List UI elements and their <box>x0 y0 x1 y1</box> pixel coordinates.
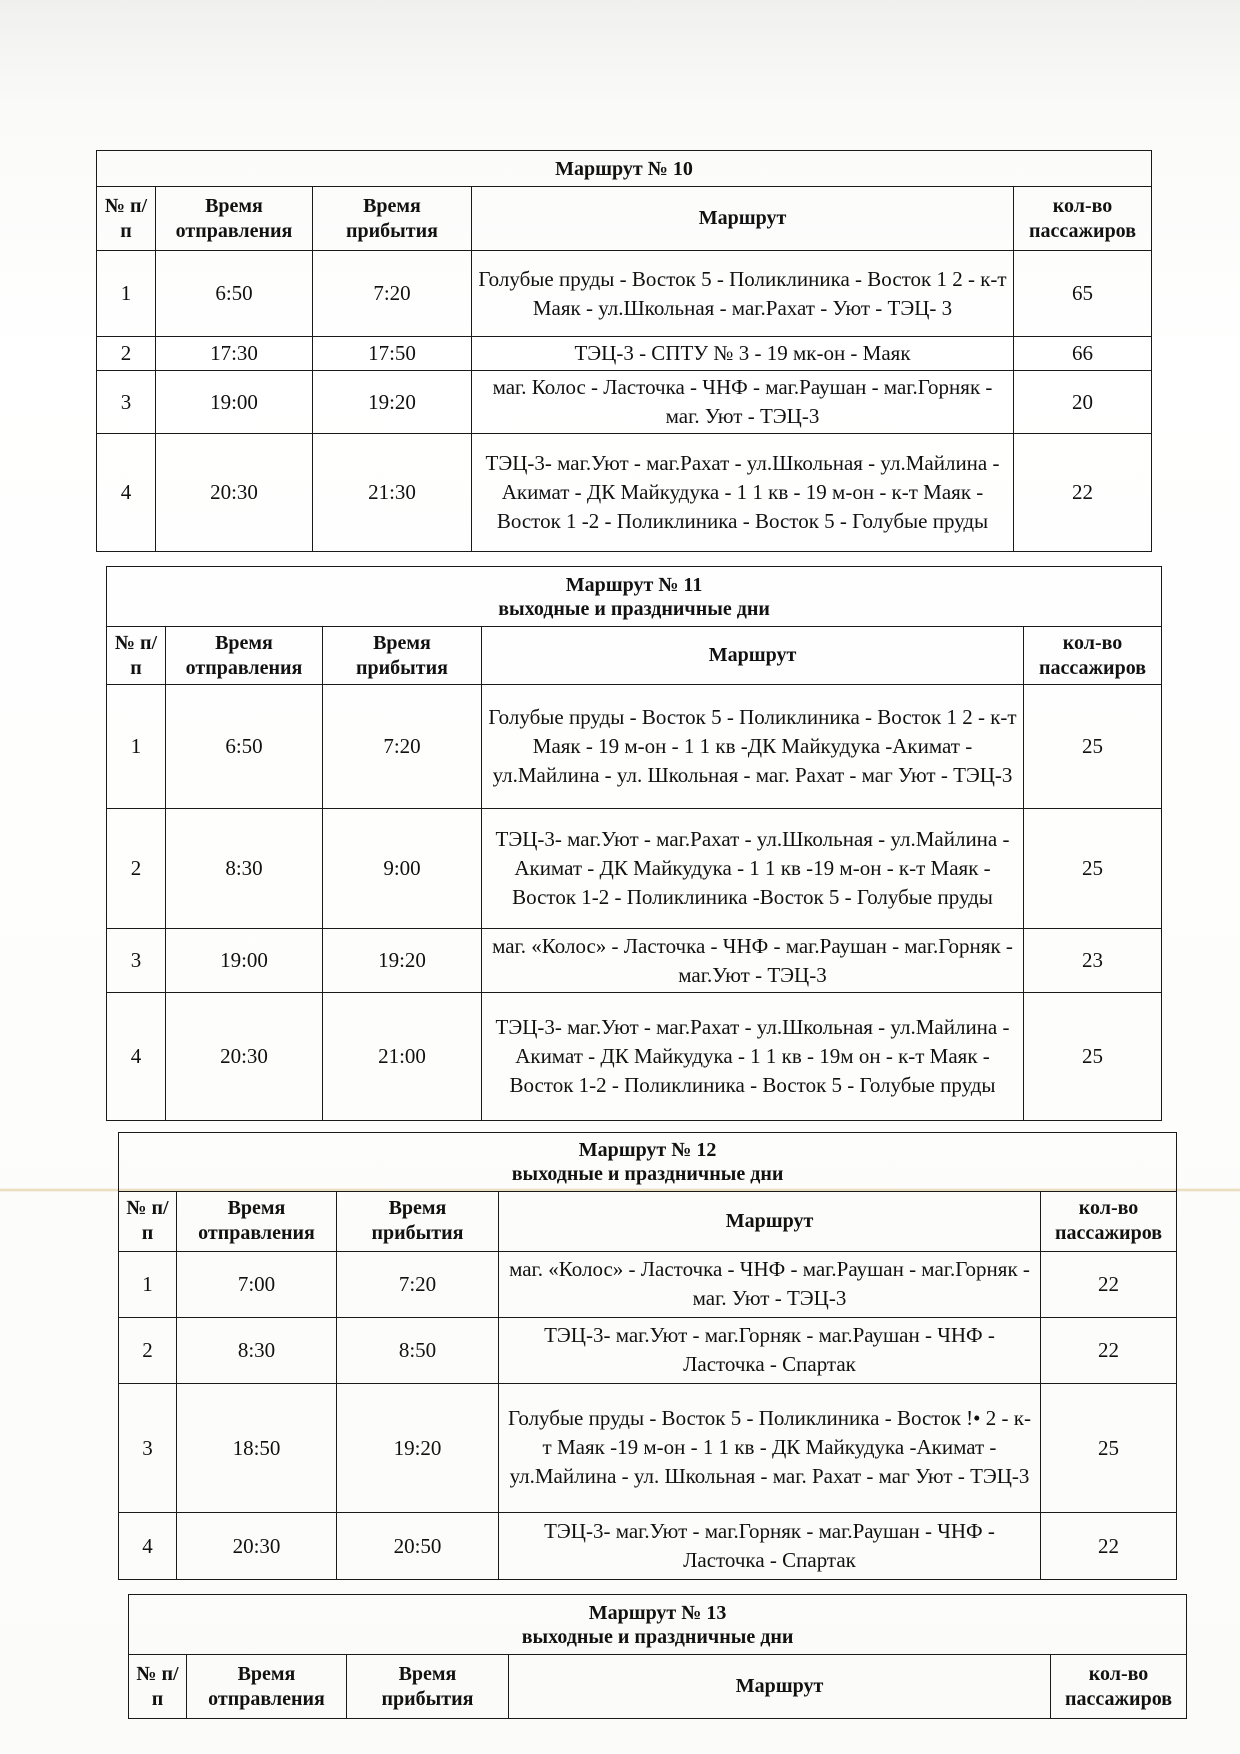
route-13-subtitle: выходные и праздничные дни <box>521 1625 794 1648</box>
arrival-time: 7:20 <box>337 1252 499 1318</box>
arrival-time: 8:50 <box>337 1317 499 1383</box>
row-number: 3 <box>119 1383 177 1513</box>
col-route-header: Маршрут <box>472 187 1014 251</box>
row-number: 1 <box>97 251 156 337</box>
route-13-title: Маршрут № 13 выходные и праздничные дни <box>129 1595 1187 1655</box>
route-12-subtitle: выходные и праздничные дни <box>511 1162 784 1185</box>
departure-time: 20:30 <box>156 433 313 551</box>
route-stops: маг. «Колос» - Ласточка - ЧНФ - маг.Раушан - маг.Горняк - маг.Уют - ТЭЦ-3 <box>482 929 1024 993</box>
row-number: 1 <box>119 1252 177 1318</box>
row-number: 4 <box>97 433 156 551</box>
col-number-header: № п/п <box>97 187 156 251</box>
passenger-count: 25 <box>1024 993 1162 1121</box>
table-row <box>119 1383 1177 1513</box>
arrival-time: 7:20 <box>323 685 482 809</box>
route-stops: маг. «Колос» - Ласточка - ЧНФ - маг.Раушан - маг.Горняк - маг. Уют - ТЭЦ-3 <box>499 1252 1041 1318</box>
col-route-header: Маршрут <box>499 1191 1041 1252</box>
route-13-table <box>128 1594 1187 1719</box>
col-passengers-header: кол-во пассажиров <box>1041 1191 1177 1252</box>
table-row <box>107 993 1162 1121</box>
passenger-count: 22 <box>1014 433 1152 551</box>
row-number: 3 <box>97 370 156 433</box>
header-row <box>119 1191 1177 1252</box>
table-row <box>119 1317 1177 1383</box>
header-row <box>129 1655 1187 1719</box>
row-number: 3 <box>107 929 166 993</box>
route-10-title: Маршрут № 10 <box>97 151 1152 187</box>
table-row <box>97 433 1152 551</box>
arrival-time: 20:50 <box>337 1513 499 1580</box>
arrival-time: 17:50 <box>313 337 472 371</box>
arrival-time: 7:20 <box>313 251 472 337</box>
col-arrival-header: Время прибытия <box>347 1655 509 1719</box>
route-stops: Голубые пруды - Восток 5 - Поликлиника - Восток 1 2 - к-т Маяк - 19 м-он - 1 1 кв -ДК Майкудука -Акимат - ул.Майлина - ул. Школьная - маг. Рахат - маг Уют - ТЭЦ-3 <box>482 685 1024 809</box>
table-row <box>107 685 1162 809</box>
arrival-time: 19:20 <box>323 929 482 993</box>
arrival-time: 21:00 <box>323 993 482 1121</box>
arrival-time: 19:20 <box>313 370 472 433</box>
header-row <box>97 187 1152 251</box>
table-row <box>107 929 1162 993</box>
route-11-title: Маршрут № 11 выходные и праздничные дни <box>107 567 1162 627</box>
passenger-count: 20 <box>1014 370 1152 433</box>
col-arrival-header: Время прибытия <box>337 1191 499 1252</box>
departure-time: 19:00 <box>156 370 313 433</box>
route-12-title: Маршрут № 12 выходные и праздничные дни <box>119 1133 1177 1192</box>
row-number: 2 <box>119 1317 177 1383</box>
table-row <box>97 370 1152 433</box>
col-passengers-header: кол-во пассажиров <box>1051 1655 1187 1719</box>
col-number-header: № п/п <box>129 1655 187 1719</box>
passenger-count: 65 <box>1014 251 1152 337</box>
col-departure-header: Время отправления <box>156 187 313 251</box>
route-stops: ТЭЦ-3- маг.Уют - маг.Рахат - ул.Школьная - ул.Майлина - Акимат - ДК Майкудука - 1 1 кв - 19 м-он - к-т Маяк - Восток 1 -2 - Поликлиника - Восток 5 - Голубые пруды <box>472 433 1014 551</box>
col-number-header: № п/п <box>107 627 166 685</box>
row-number: 4 <box>107 993 166 1121</box>
departure-time: 6:50 <box>156 251 313 337</box>
arrival-time: 9:00 <box>323 809 482 929</box>
route-stops: ТЭЦ-3- маг.Уют - маг.Горняк - маг.Раушан - ЧНФ - Ласточка - Спартак <box>499 1513 1041 1580</box>
departure-time: 7:00 <box>177 1252 337 1318</box>
route-stops: ТЭЦ-3- маг.Уют - маг.Горняк - маг.Раушан - ЧНФ - Ласточка - Спартак <box>499 1317 1041 1383</box>
departure-time: 20:30 <box>166 993 323 1121</box>
route-11-subtitle: выходные и праздничные дни <box>498 597 770 620</box>
table-row <box>119 1513 1177 1580</box>
route-stops: Голубые пруды - Восток 5 - Поликлиника - Восток 1 2 - к-т Маяк - ул.Школьная - маг.Рахат - Уют - ТЭЦ- 3 <box>472 251 1014 337</box>
passenger-count: 66 <box>1014 337 1152 371</box>
route-stops: ТЭЦ-3- маг.Уют - маг.Рахат - ул.Школьная - ул.Майлина - Акимат - ДК Майкудука - 1 1 кв - 19м он - к-т Маяк - Восток 1-2 - Поликлиника - Восток 5 - Голубые пруды <box>482 993 1024 1121</box>
col-arrival-header: Время прибытия <box>323 627 482 685</box>
col-passengers-header: кол-во пассажиров <box>1024 627 1162 685</box>
route-11-table <box>106 566 1162 1121</box>
departure-time: 6:50 <box>166 685 323 809</box>
col-route-header: Маршрут <box>482 627 1024 685</box>
table-row <box>107 809 1162 929</box>
departure-time: 20:30 <box>177 1513 337 1580</box>
passenger-count: 25 <box>1041 1383 1177 1513</box>
route-10-table <box>96 150 1152 552</box>
route-stops: Голубые пруды - Восток 5 - Поликлиника - Восток !• 2 - к-т Маяк -19 м-он - 1 1 кв - ДК Майкудука -Акимат - ул.Майлина - ул. Школьная - маг. Рахат - маг Уют - ТЭЦ-3 <box>499 1383 1041 1513</box>
row-number: 1 <box>107 685 166 809</box>
departure-time: 19:00 <box>166 929 323 993</box>
route-stops: маг. Колос - Ласточка - ЧНФ - маг.Раушан - маг.Горняк - маг. Уют - ТЭЦ-3 <box>472 370 1014 433</box>
col-departure-header: Время отправления <box>187 1655 347 1719</box>
arrival-time: 21:30 <box>313 433 472 551</box>
col-departure-header: Время отправления <box>166 627 323 685</box>
table-row <box>97 337 1152 371</box>
col-number-header: № п/п <box>119 1191 177 1252</box>
row-number: 2 <box>97 337 156 371</box>
departure-time: 8:30 <box>166 809 323 929</box>
passenger-count: 22 <box>1041 1317 1177 1383</box>
col-route-header: Маршрут <box>509 1655 1051 1719</box>
passenger-count: 23 <box>1024 929 1162 993</box>
row-number: 4 <box>119 1513 177 1580</box>
row-number: 2 <box>107 809 166 929</box>
departure-time: 18:50 <box>177 1383 337 1513</box>
col-arrival-header: Время прибытия <box>313 187 472 251</box>
passenger-count: 25 <box>1024 809 1162 929</box>
route-stops: ТЭЦ-3- маг.Уют - маг.Рахат - ул.Школьная - ул.Майлина - Акимат - ДК Майкудука - 1 1 кв -19 м-он - к-т Маяк - Восток 1-2 - Поликлиника -Восток 5 - Голубые пруды <box>482 809 1024 929</box>
table-row <box>119 1252 1177 1318</box>
arrival-time: 19:20 <box>337 1383 499 1513</box>
table-row <box>97 251 1152 337</box>
passenger-count: 22 <box>1041 1252 1177 1318</box>
route-12-table <box>118 1132 1177 1580</box>
col-departure-header: Время отправления <box>177 1191 337 1252</box>
departure-time: 8:30 <box>177 1317 337 1383</box>
route-stops: ТЭЦ-3 - СПТУ № 3 - 19 мк-он - Маяк <box>472 337 1014 371</box>
departure-time: 17:30 <box>156 337 313 371</box>
passenger-count: 25 <box>1024 685 1162 809</box>
header-row <box>107 627 1162 685</box>
col-passengers-header: кол-во пассажиров <box>1014 187 1152 251</box>
passenger-count: 22 <box>1041 1513 1177 1580</box>
